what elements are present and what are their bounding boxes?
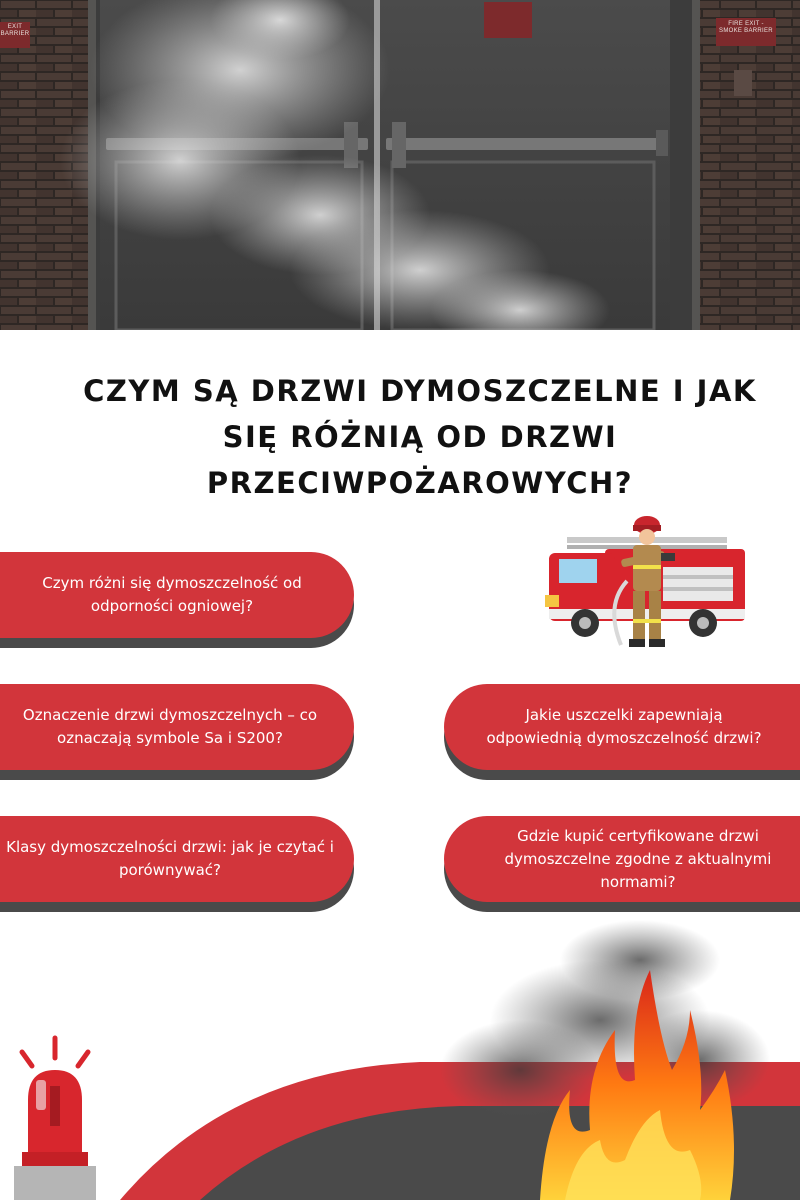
siren-icon [14, 1038, 96, 1200]
topic-label: Jakie uszczelki zapewniają odpowiednią dymoszczelność drzwi? [486, 706, 762, 747]
page-title: CZYM SĄ DRZWI DYMOSZCZELNE I JAK SIĘ RÓŻNIĄ OD DRZWI PRZECIWPOŻAROWYCH? [83, 374, 757, 500]
topic-pill-door-markings[interactable] [0, 684, 354, 770]
topic-pill-where-to-buy[interactable] [444, 816, 800, 902]
topic-label: Czym różni się dymoszczelność od odporności ogniowej? [42, 574, 302, 615]
topic-pill-smoke-classes[interactable] [0, 816, 354, 902]
topic-label: Klasy dymoszczelności drzwi: jak je czytać i porównywać? [6, 838, 334, 879]
topic-pill-smoke-vs-fire-resistance[interactable] [0, 552, 354, 638]
exit-sign-left: EXIT BARRIER [0, 24, 30, 37]
fire-exit-sign-right: FIRE EXIT - SMOKE BARRIER [719, 21, 773, 34]
doors-illustration [0, 0, 800, 330]
bottom-decoration [0, 920, 800, 1200]
topic-label: Oznaczenie drzwi dymoszczelnych – co oznaczają symbole Sa i S200? [22, 706, 318, 747]
hero-photo [0, 0, 800, 330]
topic-pill-seals[interactable] [444, 684, 800, 770]
firefighter-icon [545, 515, 755, 657]
topic-label: Gdzie kupić certyfikowane drzwi dymoszczelne zgodne z aktualnymi normami? [504, 826, 772, 891]
